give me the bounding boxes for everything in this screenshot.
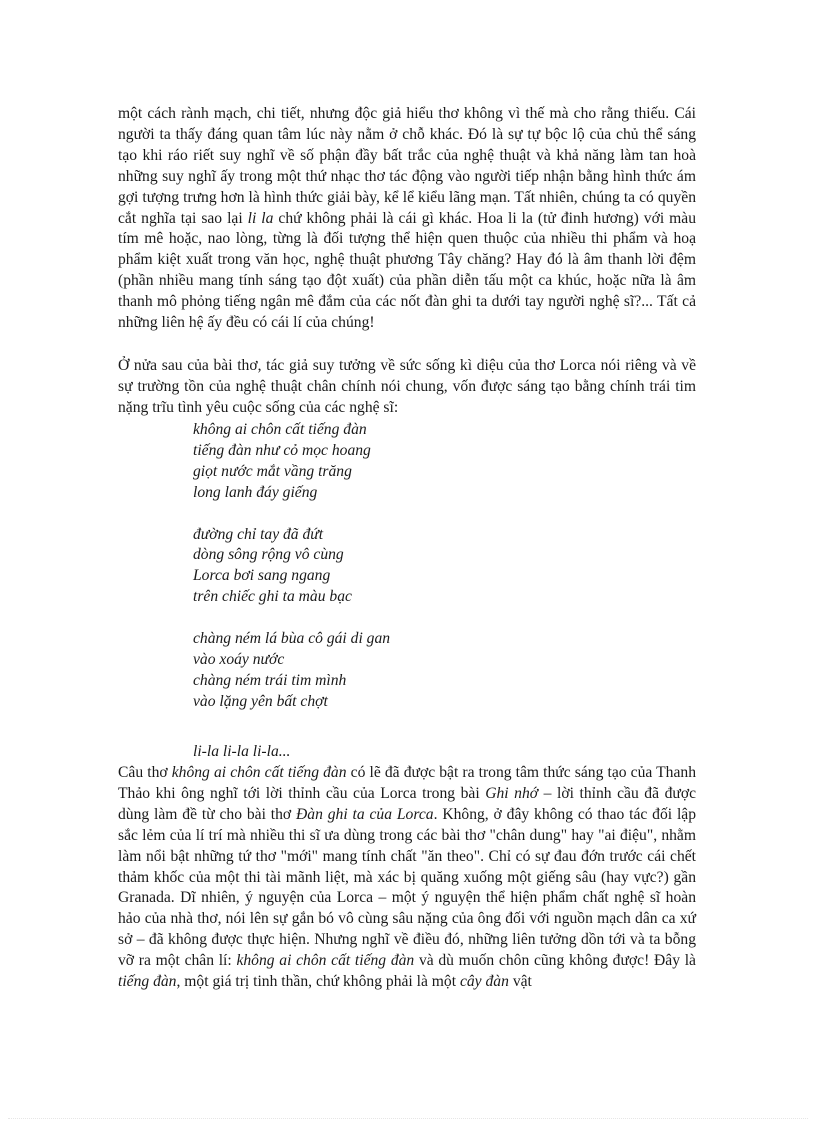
poem-line: chàng ném lá bùa cô gái di gan	[193, 630, 391, 648]
text-run: . Không, ở đây không có thao tác đối lập sắc lẻm của lí trí mà nhiều thi sĩ ưa dùng trong các bài thơ "chân dung" hay "ai điệu", nhằm làm nổi bật những tứ thơ "mới" mang tính chất "ăn theo". Chỉ có sự đau đớn trước cái chết thảm khốc của một thi tài mãnh liệt, mà xác bị quăng xuống một giếng sâu (hay vực?) gần Granada. Dĩ nhiên, ý nguyện của Lorca – một ý nguyện thể hiện phẩm chất nghệ sĩ hoàn hảo của nhà thơ, nói lên sự gắn bó vô cùng sâu nặng của ông đối với nguồn mạch dân ca xứ sở – đã không được thực hiện. Nhưng nghĩ về điều đó, những liên tưởng dồn tới và ta bỗng vỡ ra một chân lí:	[118, 805, 697, 970]
poem-line: dòng sông rộng vô cùng	[193, 546, 344, 564]
poem-line: tiếng đàn như cỏ mọc hoang	[193, 441, 371, 459]
text-run: , một giá trị tinh thần, chứ không phải là một	[176, 973, 457, 991]
poem-refrain: li-la li-la li-la...	[193, 743, 291, 760]
poem-stanza-3	[193, 629, 653, 713]
text-run: một cách rành mạch, chi tiết, nhưng độc giả hiểu thơ không vì thế mà cho rằng thiếu. Cái người ta thấy đáng quan tâm lúc này nằm ở chỗ khác. Đó là sự tự bộc lộ của chủ thể sáng tạo khi ráo riết suy nghĩ về số phận đầy bất trắc của nghệ thuật và khả năng làm tan hoà những suy nghĩ ấy trong một thứ nhạc thơ tác động vào người tiếp nhận bằng hình thức ám gợi tượng trưng hơn là hình thức giải bày, kể lể kiểu lãng mạn. Tất nhiên, chúng ta có quyền cắt nghĩa tại sao lại	[118, 105, 696, 227]
text-run: vật	[512, 973, 532, 991]
poem-line: trên chiếc ghi ta màu bạc	[193, 588, 352, 606]
text-run: chứ không phải là cái gì khác. Hoa li la (tử đinh hương) với màu tím mê hoặc, nao lòng, từng là đối tượng thể hiện quen thuộc của nhiều thi phẩm và hoạ phẩm kiệt xuất trong văn học, nghệ thuật phương Tây chăng? Hay đó là âm thanh lời đệm (phần nhiều mang tính sáng tạo đột xuất) của phần diễn tấu một ca khúc, hoặc nữa là âm thanh mô phỏng tiếng ngân mê đắm của các nốt đàn ghi ta dưới tay người nghệ sĩ?... Tất cả những liên hệ ấy đều có cái lí của chúng!	[118, 209, 697, 332]
poem-line: vào lặng yên bất chợt	[193, 692, 328, 710]
text-run: – lời thỉnh cầu đã được dùng làm đề từ cho bài thơ	[118, 784, 696, 823]
poem-stanza-1	[193, 420, 653, 504]
poem-line: chàng ném trái tim mình	[193, 671, 347, 689]
emphasis-term: cây đàn	[459, 973, 509, 991]
text-run: có lẽ đã được bật ra trong tâm thức sáng tạo của Thanh Thảo khi ông nghĩ tới lời thỉnh cầu của Lorca trong bài	[118, 764, 696, 802]
poem-line: vào xoáy nước	[193, 651, 285, 669]
text-run: và dù muốn chôn cũng không được! Đây là	[418, 952, 696, 970]
poem-stanza-2	[193, 525, 653, 609]
poem-line: long lanh đáy giếng	[193, 483, 318, 501]
poem-excerpt	[193, 420, 653, 734]
page-bottom-edge	[8, 1118, 808, 1119]
text-run: Ở nửa sau của bài thơ, tác giả suy tưởng về sức sống kì diệu của thơ Lorca nói riêng và về sự trường tồn của nghệ thuật chân chính nói chung, vốn được sáng tạo bằng chính trái tim nặng trĩu tình yêu cuộc sống của các nghệ sĩ:	[118, 357, 696, 416]
emphasis-lila: li la	[247, 209, 274, 227]
poem-line: đường chỉ tay đã đứt	[193, 525, 324, 543]
poem-line: không ai chôn cất tiếng đàn	[193, 421, 367, 438]
text-run: Câu thơ	[118, 764, 168, 781]
paragraph-second-half	[118, 356, 696, 419]
emphasis-quote: không ai chôn cất tiếng đàn	[236, 952, 415, 970]
paragraph-intro	[118, 104, 696, 334]
poem-line: Lorca bơi sang ngang	[193, 567, 331, 585]
paragraph-analysis	[118, 763, 696, 993]
emphasis-term: tiếng đàn	[118, 973, 177, 991]
poem-line: giọt nước mắt vầng trăng	[193, 462, 352, 480]
emphasis-quote: không ai chôn cất tiếng đàn	[171, 764, 347, 781]
emphasis-title: Đàn ghi ta của Lorca	[296, 805, 434, 823]
emphasis-title: Ghi nhớ	[485, 784, 539, 802]
